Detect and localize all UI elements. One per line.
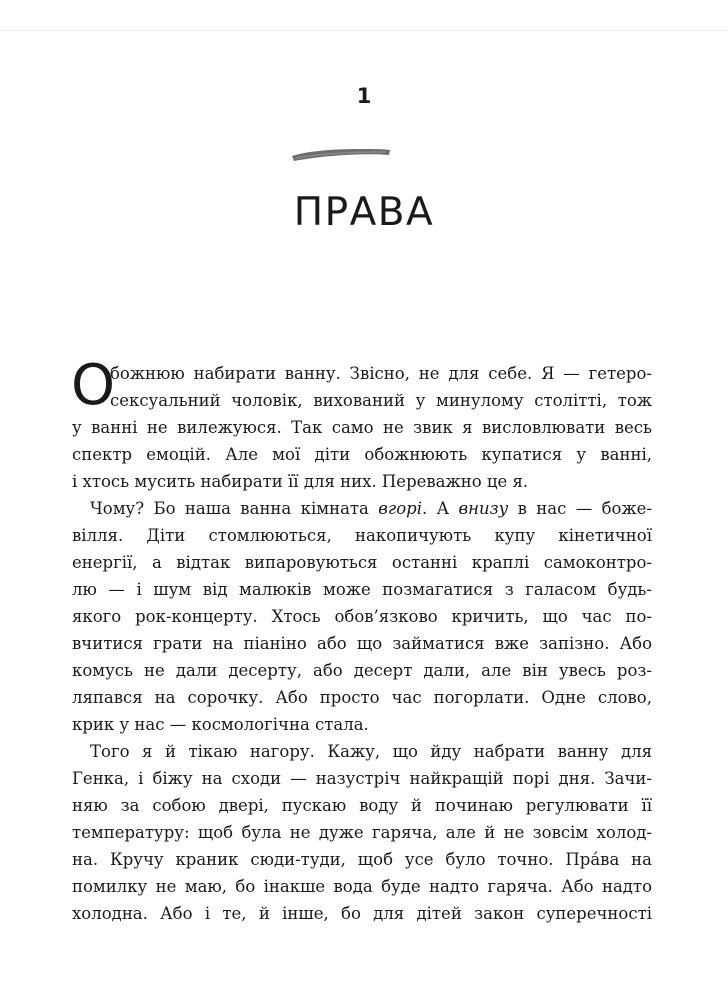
text-line: якого рок-концерту. Хтось обов’язково кричить, що час по- (72, 607, 652, 626)
chapter-body-text (71, 353, 652, 927)
text-line: няю за собою двері, пускаю воду й починаю регулювати її (72, 796, 652, 815)
drop-cap: О (71, 353, 116, 418)
text-line: і хтось мусить набирати її для них. Переважно це я. (72, 472, 529, 491)
text-line: енергії, а відтак випаровуються останні краплі самоконтро- (72, 553, 652, 572)
paragraph (71, 353, 652, 495)
text-line: вчитися грати на піаніно або що займатися вже запізно. Або (72, 634, 652, 653)
text-line: температуру: щоб була не дуже гаряча, але й не зовсім холод- (72, 823, 652, 842)
text-line: божнюю набирати ванну. Звісно, не для себе. Я — гетеро- (110, 364, 652, 383)
text-line: у ванні не вилежуюся. Так само не звик я висловлювати весь (72, 418, 652, 437)
text-line: Генка, і біжу на сходи — назустріч найкращій порі дня. Зачи- (72, 769, 652, 788)
text-line: лю — і шум від малюків може позмагатися з галасом будь- (72, 580, 652, 599)
paragraph (72, 495, 652, 738)
text-line: спектр емоцій. Але мої діти обожнюють купатися у ванні, (72, 445, 652, 464)
text-line: крик у нас — космологічна стала. (72, 715, 369, 734)
text-line: комусь не дали десерту, або десерт дали, але він увесь роз- (72, 661, 652, 680)
chapter-title: ПРАВА (293, 190, 435, 235)
text-line: на. Кручу краник сюди-туди, щоб усе було точно. Пра́ва на (72, 850, 652, 869)
text-line: ляпався на сорочку. Або просто час погорлати. Одне слово, (72, 688, 652, 707)
text-line: помилку не маю, бо інакше вода буде надто гаряча. Або надто (72, 877, 652, 896)
page-top-rule (0, 30, 728, 31)
text-line: сексуальний чоловік, вихований у минулому столітті, тож (110, 391, 652, 410)
paragraph (72, 738, 652, 927)
text-line: вілля. Діти стомлюються, накопичують купу кінетичної (72, 526, 652, 545)
brush-stroke-ornament (288, 140, 394, 166)
text-line: холодна. Або і те, й інше, бо для дітей закон суперечності (72, 904, 652, 923)
chapter-number: 1 (356, 84, 372, 108)
text-line: Того я й тікаю нагору. Кажу, що йду набрати ванну для (90, 742, 652, 761)
text-line: Чому? Бо наша ванна кімната вгорі. А внизу в нас — боже- (90, 499, 652, 518)
